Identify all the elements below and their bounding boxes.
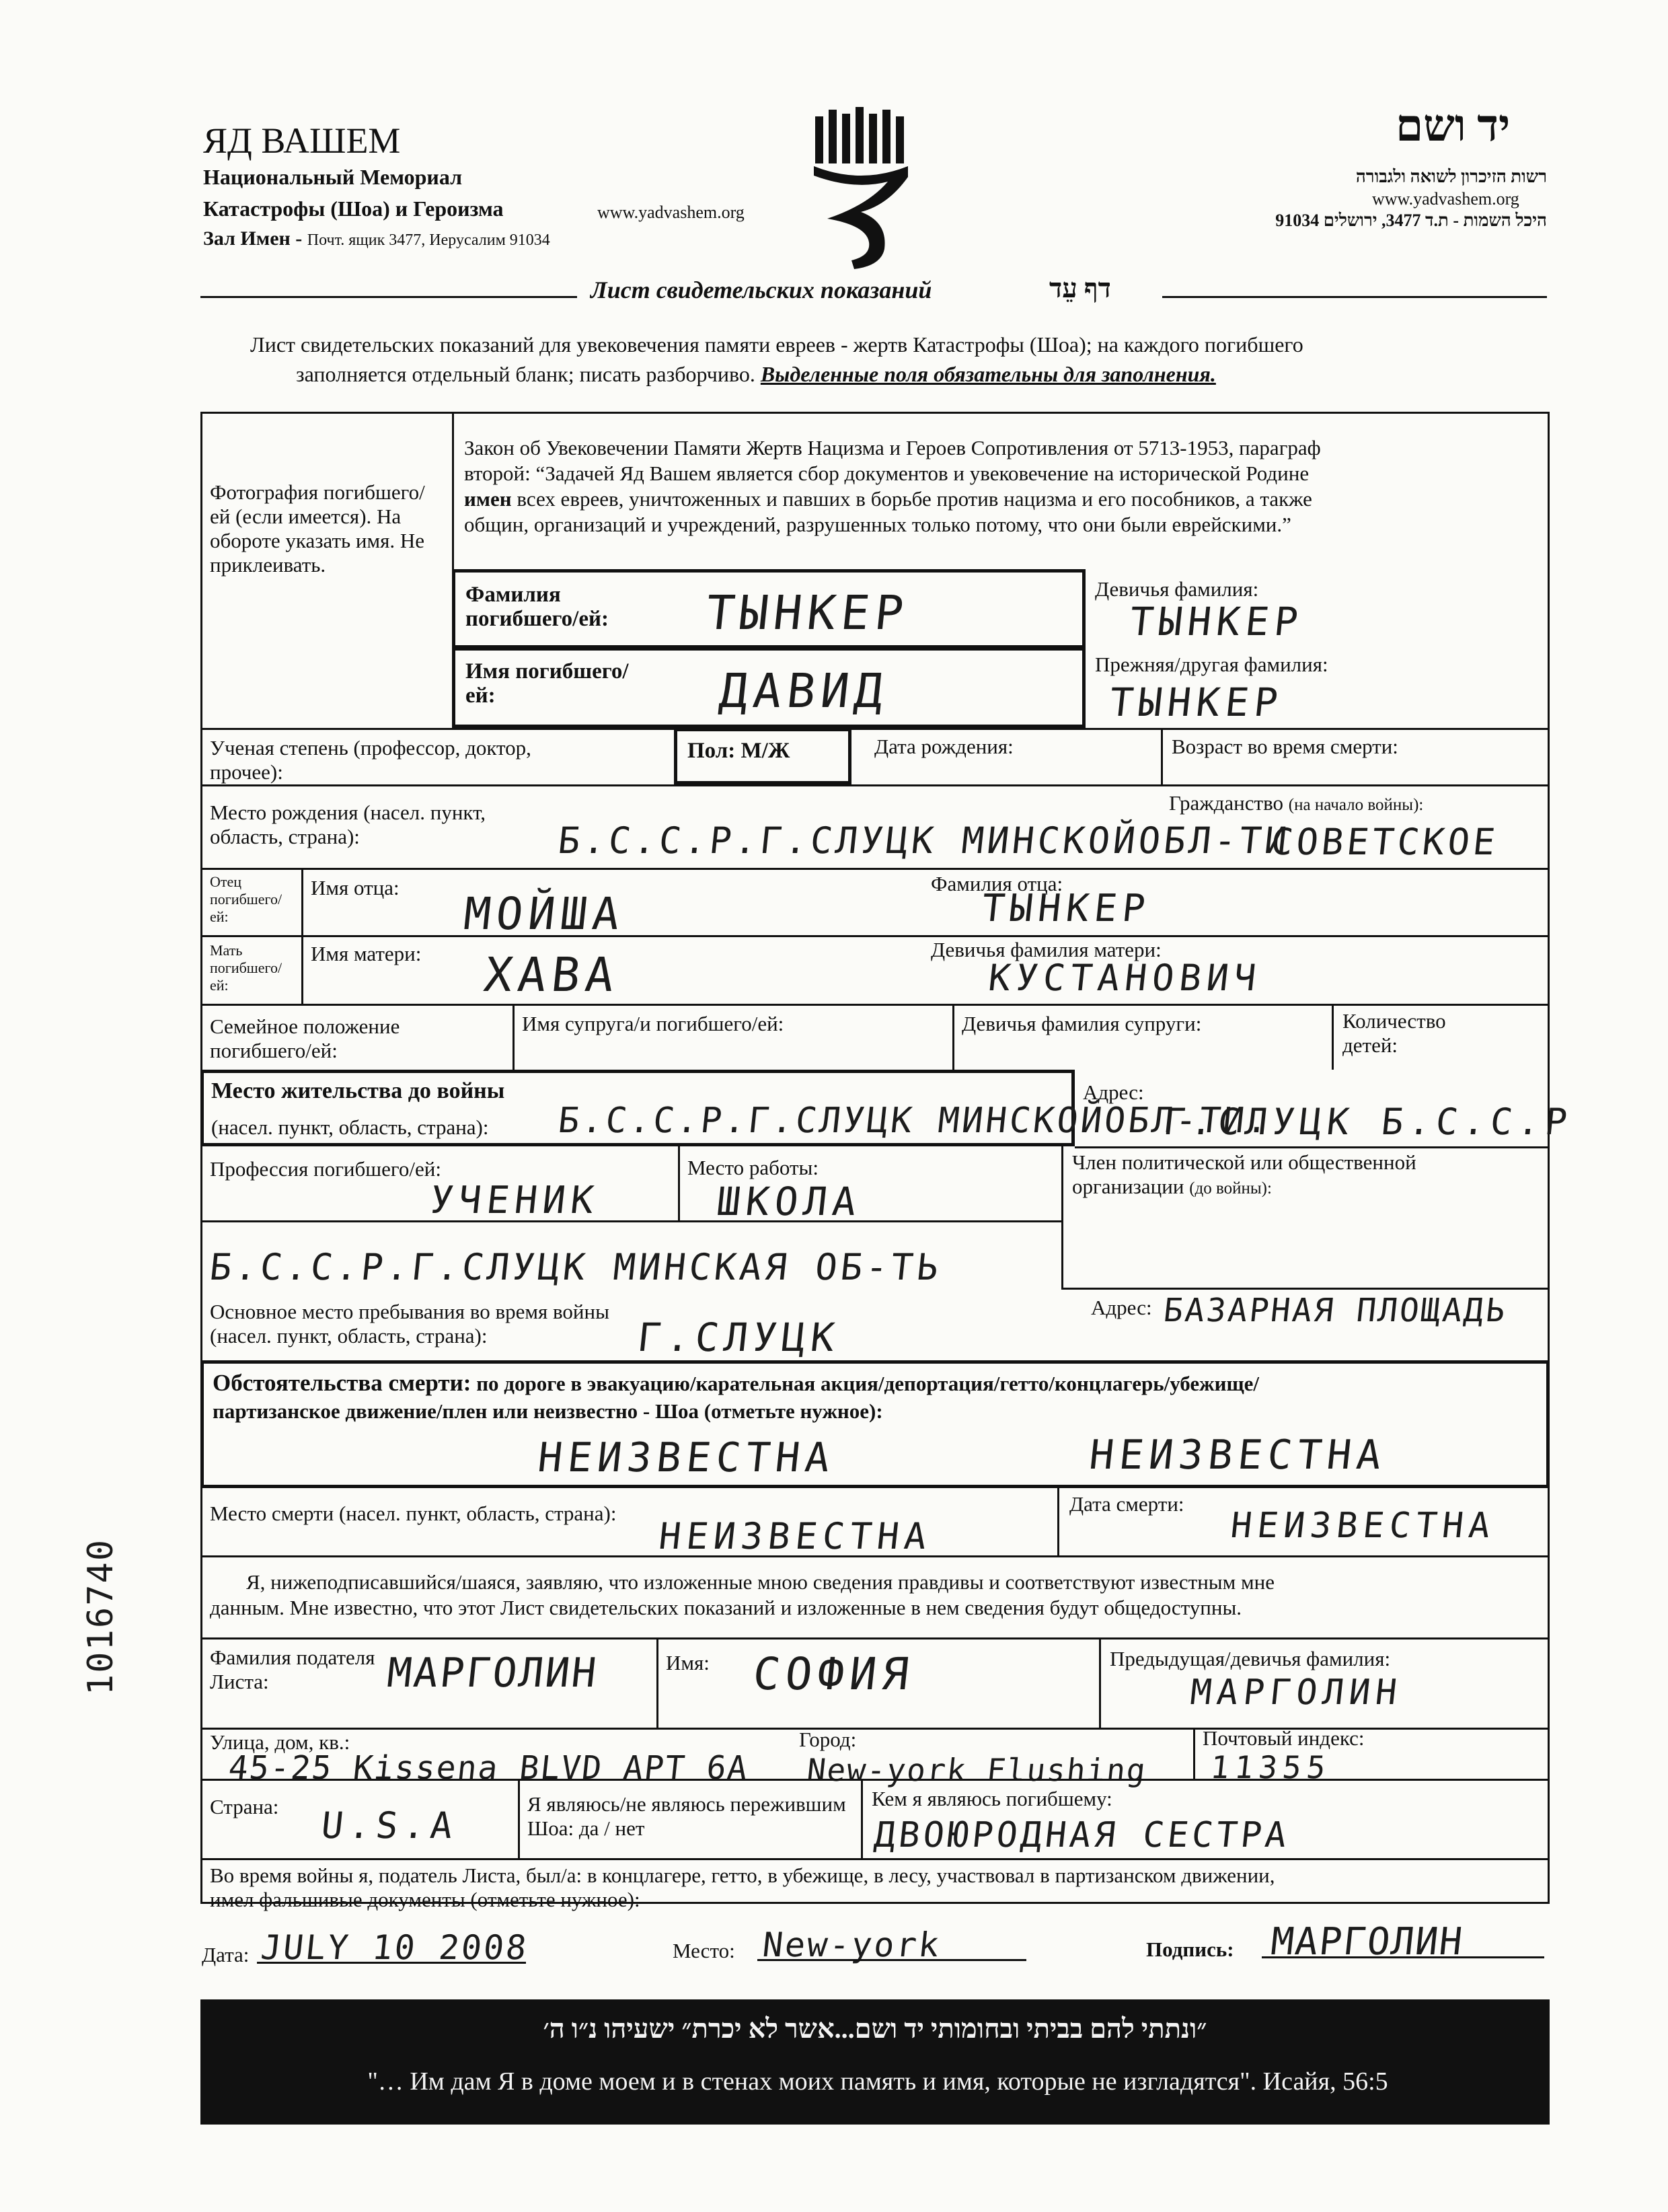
death-date-value: НЕИЗВЕСТНА bbox=[1228, 1506, 1498, 1546]
name-value: ДАВИД bbox=[716, 663, 892, 718]
country-label: Страна: bbox=[210, 1795, 279, 1818]
law-text-1: Закон об Увековечении Памяти Жертв Нацизма и Героев Сопротивления от 5713-1953, параграф bbox=[464, 436, 1321, 459]
residence-note: (насел. пункт, область, страна): bbox=[211, 1115, 489, 1139]
relation-label: Кем я являюсь погибшему: bbox=[872, 1787, 1112, 1810]
children-divider bbox=[1332, 1004, 1334, 1070]
form-title-he: דף עֵד bbox=[1049, 273, 1111, 303]
other-surname-value: ТЫНКЕР bbox=[1107, 679, 1286, 725]
wartime-label: Основное место пребывания во время войны (насел. пункт, область, страна): bbox=[210, 1300, 609, 1348]
death-date-divider bbox=[1057, 1488, 1059, 1555]
declaration-2: данным. Мне известно, что этот Лист свидетельских показаний и изложенные в нем сведения будут общедоступны. bbox=[210, 1596, 1242, 1619]
surname-label: Фамилия погибшего/ей: bbox=[465, 583, 609, 631]
header-he-title: יד ושם bbox=[1396, 102, 1511, 151]
zip-label: Почтовый индекс: bbox=[1203, 1726, 1365, 1750]
death-place-value: НЕИЗВЕСТНА bbox=[656, 1515, 934, 1557]
profession-label: Профессия погибшего/ей: bbox=[210, 1157, 441, 1181]
form-title: Лист свидетельских показаний bbox=[591, 276, 932, 303]
birth-date-label: Дата рождения: bbox=[874, 735, 1014, 758]
sub-prev-divider bbox=[1099, 1637, 1101, 1728]
place-label: Место: bbox=[673, 1939, 735, 1962]
header-ru-hall bbox=[203, 227, 550, 250]
place-rule bbox=[757, 1959, 1026, 1961]
intro-line1: Лист свидетельских показаний для увековечения памяти евреев - жертв Катастрофы (Шоа); на каждого погибшего bbox=[250, 332, 1303, 357]
wartime-value: Г.СЛУЦК bbox=[635, 1315, 843, 1360]
circ-value-1: НЕИЗВЕСТНА bbox=[535, 1434, 837, 1481]
declaration-1: Я, нижеподписавшийся/шаяся, заявляю, что изложенные мною сведения правдивы и соответствуют известным мне bbox=[246, 1570, 1275, 1594]
other-surname-label: Прежняя/другая фамилия: bbox=[1095, 653, 1328, 676]
spouse-name-label: Имя супруга/и погибшего/ей: bbox=[522, 1012, 784, 1035]
survivor-label: Я являюсь/не являюсь пережившим Шоа: да / нет bbox=[527, 1792, 846, 1840]
header-ru-sub2: Катастрофы (Шоа) и Героизма bbox=[203, 196, 504, 221]
circ-line1 bbox=[213, 1371, 1259, 1396]
title-rule-left bbox=[200, 296, 577, 298]
address2-value: БАЗАРНАЯ ПЛОЩАДЬ bbox=[1162, 1292, 1509, 1329]
row-rule-1 bbox=[200, 728, 1550, 730]
spouse-maiden-label: Девичья фамилия супруги: bbox=[962, 1012, 1202, 1035]
date-label: Дата: bbox=[202, 1943, 250, 1966]
row-rule-8 bbox=[200, 1555, 1550, 1557]
yad-vashem-logo bbox=[807, 104, 921, 272]
row-rule-5 bbox=[200, 1004, 1550, 1006]
workplace-value: ШКОЛА bbox=[714, 1179, 864, 1224]
citizenship-value: СОВЕТСКОЕ bbox=[1268, 821, 1501, 863]
sub-name-divider bbox=[656, 1637, 658, 1728]
degree-label: Ученая степень (профессор, доктор, прочее): bbox=[210, 736, 531, 784]
mother-maiden-label: Девичья фамилия матери: bbox=[931, 938, 1162, 961]
father-name-label: Имя отца: bbox=[311, 876, 400, 899]
row-rule-6 bbox=[1075, 1146, 1550, 1148]
row-rule-4b bbox=[200, 935, 301, 937]
intro-required: Выделенные поля обязательны для заполнения. bbox=[760, 362, 1216, 386]
hall-address: Почт. ящик 3477, Иерусалим 91034 bbox=[307, 231, 550, 249]
intro-line2 bbox=[296, 362, 1216, 386]
age-divider bbox=[1161, 728, 1163, 784]
street-value: 45-25 Kissena BLVD APT 6A bbox=[227, 1749, 751, 1787]
signature-value: МАРГОЛИН bbox=[1268, 1920, 1466, 1964]
death-place-label: Место смерти (насел. пункт, область, страна): bbox=[210, 1502, 617, 1525]
citizenship-note: (на начало войны): bbox=[1288, 796, 1424, 814]
circ-bold: Обстоятельства смерти: bbox=[213, 1370, 471, 1396]
relation-divider bbox=[861, 1779, 863, 1858]
age-label: Возраст во время смерти: bbox=[1172, 735, 1398, 758]
maiden-label: Девичья фамилия: bbox=[1095, 577, 1259, 601]
spouse-divider bbox=[513, 1004, 515, 1070]
row-rule-2 bbox=[200, 784, 1550, 786]
residence-value: Б.С.С.Р.Г.СЛУЦК МИНСКОЙОБЛ-ТИ. bbox=[556, 1101, 1273, 1141]
header-he-addr: היכל השמות - ת.ד 3477, ירושלים 91034 bbox=[1275, 211, 1547, 230]
header-ru-sub1: Национальный Мемориал bbox=[203, 165, 463, 189]
birthplace-value: Б.С.С.Р.Г.СЛУЦК МИНСКОЙОБЛ-ТИ bbox=[556, 819, 1293, 862]
zip-divider bbox=[1193, 1728, 1195, 1779]
spouse-maiden-divider bbox=[952, 1004, 954, 1070]
wartime-sub-1: Во время войны я, податель Листа, был/а: в концлагере, гетто, в убежище, в лесу, участвовал в партизанском движении, bbox=[210, 1864, 1275, 1887]
city-label: Город: bbox=[799, 1728, 857, 1751]
photo-note: Фотография погибшего/ей (если имеется). На обороте указать имя. Не приклеивать. bbox=[210, 480, 425, 577]
maiden-value: ТЫНКЕР bbox=[1127, 599, 1306, 644]
header-he-sub: רשות הזיכרון לשואה ולגבורה bbox=[1355, 167, 1547, 186]
row-rule-7b bbox=[1061, 1288, 1550, 1290]
address-label: Адрес: bbox=[1083, 1080, 1144, 1104]
marital-label: Семейное положение погибшего/ей: bbox=[210, 1015, 400, 1062]
row-rule-7 bbox=[200, 1220, 1061, 1222]
father-surname-value: ТЫНКЕР bbox=[979, 887, 1153, 930]
row-rule-9 bbox=[200, 1637, 1550, 1639]
sub-name-label: Имя: bbox=[666, 1651, 710, 1674]
residence-label: Место жительства до войны bbox=[211, 1078, 505, 1103]
address2-label: Адрес: bbox=[1091, 1296, 1152, 1319]
signature-rule bbox=[1262, 1956, 1544, 1958]
footer-hebrew: ״ונתתי להם בביתי ובחומותי יד ושם...אשר לא יכרת״ ישעיהו נ״ו ה׳ bbox=[543, 2014, 1207, 2044]
survivor-divider bbox=[518, 1779, 520, 1858]
member-label bbox=[1072, 1150, 1529, 1201]
law-text-3 bbox=[464, 487, 1312, 511]
workplace-divider bbox=[678, 1146, 680, 1220]
citizenship-label bbox=[1169, 791, 1423, 817]
sub-surname-label: Фамилия подателя Листа: bbox=[210, 1646, 375, 1693]
sub-surname-value: МАРГОЛИН bbox=[385, 1650, 601, 1697]
header-he-web: www.yadvashem.org bbox=[1372, 189, 1519, 209]
row-rule-4 bbox=[301, 935, 1550, 937]
signature-label: Подпись: bbox=[1146, 1938, 1234, 1961]
name-label: Имя погибшего/ей: bbox=[465, 659, 629, 708]
wartime-sub-2: имел фальшивые документы (отметьте нужное): bbox=[210, 1888, 640, 1911]
country-value: U.S.A bbox=[319, 1804, 460, 1847]
zip-value: 11355 bbox=[1209, 1749, 1333, 1785]
death-date-label: Дата смерти: bbox=[1069, 1492, 1184, 1516]
header-ru-web: www.yadvashem.org bbox=[597, 202, 745, 222]
sub-name-value: СОФИЯ bbox=[750, 1648, 917, 1700]
sex-label: Пол: М/Ж bbox=[687, 739, 790, 763]
header-ru-title: ЯД ВАШЕМ bbox=[203, 120, 401, 161]
law-text-3b: всех евреев, уничтоженных и павших в борьбе против нацизма и его пособников, а также bbox=[511, 487, 1312, 511]
member-text: Член политической или общественной организации bbox=[1072, 1150, 1416, 1198]
row-rule-11 bbox=[200, 1779, 1550, 1781]
sub-prev-value: МАРГОЛИН bbox=[1188, 1672, 1404, 1713]
street-label: Улица, дом, кв.: bbox=[210, 1730, 350, 1754]
hall-label: Зал Имен - bbox=[203, 227, 307, 250]
member-divider bbox=[1061, 1146, 1063, 1288]
intro-line2-text: заполняется отдельный бланк; писать разборчиво. bbox=[296, 362, 755, 386]
member-note: (до войны): bbox=[1189, 1179, 1272, 1197]
address-value: Г.СЛУЦК Б.С.С.Р bbox=[1161, 1101, 1575, 1143]
law-text-2: второй: “Задачей Яд Вашем является сбор документов и увековечение на исторической Родине bbox=[464, 462, 1310, 485]
father-surname-label: Фамилия отца: bbox=[931, 872, 1063, 895]
father-name-value: МОЙША bbox=[461, 888, 628, 940]
date-rule bbox=[257, 1962, 526, 1964]
mother-maiden-value: КУСТАНОВИЧ bbox=[986, 957, 1264, 999]
mother-name-value: ХАВА bbox=[481, 947, 622, 1002]
footer-russian: "… Им дам Я в доме моем и в стенах моих память и имя, которые не изгладятся". Исайя, 56:5 bbox=[367, 2067, 1388, 2096]
date-value: JULY 10 2008 bbox=[258, 1928, 531, 1967]
workplace-label: Место работы: bbox=[687, 1156, 819, 1179]
margin-number: 1016740 bbox=[81, 1538, 121, 1695]
row-rule-12 bbox=[200, 1858, 1550, 1860]
mother-name-label: Имя матери: bbox=[311, 942, 422, 965]
row-rule-3 bbox=[200, 868, 1550, 870]
circ-rest: по дороге в эвакуацию/карательная акция/депортация/гетто/концлагерь/убежище/ bbox=[471, 1372, 1260, 1395]
profession-value: УЧЕНИК bbox=[428, 1179, 601, 1222]
law-bold-names: имен bbox=[464, 487, 512, 511]
children-label: Количество детей: bbox=[1342, 1009, 1446, 1057]
father-side-label: Отец погибшего/ей: bbox=[210, 873, 282, 925]
circ-line2: партизанское движение/плен или неизвестно - Шоа (отметьте нужное): bbox=[213, 1399, 883, 1423]
place-value: New-york bbox=[760, 1925, 943, 1964]
wartime-line-value: Б.С.С.Р.Г.СЛУЦК МИНСКАЯ ОБ-ТЬ bbox=[207, 1246, 944, 1288]
relation-value: ДВОЮРОДНАЯ СЕСТРА bbox=[872, 1815, 1292, 1855]
sub-prev-label: Предыдущая/девичья фамилия: bbox=[1110, 1647, 1391, 1670]
birthplace-label: Место рождения (насел. пункт, область, страна): bbox=[210, 801, 486, 848]
law-text-4: общин, организаций и учреждений, разрушенных только потому, что они были еврейскими.” bbox=[464, 513, 1291, 536]
mother-side-label: Мать погибшего/ей: bbox=[210, 942, 282, 994]
title-rule-right bbox=[1162, 296, 1547, 298]
circ-value-2: НЕИЗВЕСТНА bbox=[1087, 1432, 1389, 1479]
city-value: New-york Flushing bbox=[805, 1752, 1149, 1788]
citizenship-text: Гражданство bbox=[1169, 791, 1284, 815]
surname-value: ТЫНКЕР bbox=[703, 585, 912, 640]
